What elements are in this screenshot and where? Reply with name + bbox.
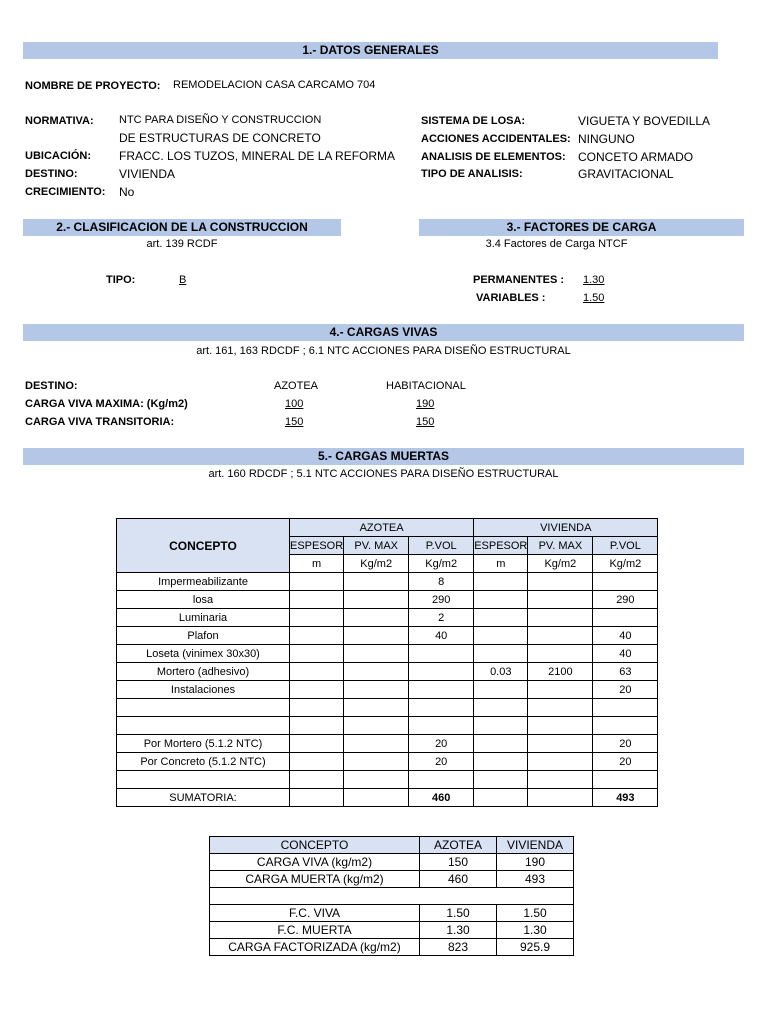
value-cell [344, 573, 409, 591]
table-row [117, 573, 658, 591]
value-cell: 40 [593, 645, 658, 663]
analisis-label: ANALISIS DE ELEMENTOS: [421, 151, 566, 163]
value-cell [474, 573, 528, 591]
value-cell [528, 627, 593, 645]
table-row [210, 905, 574, 922]
value-cell [409, 771, 474, 789]
resumen-vivienda-header: VIVIENDA [497, 837, 574, 854]
value-cell [474, 699, 528, 717]
sub-header: PV. MAX [528, 537, 593, 555]
value-cell [474, 609, 528, 627]
concepto-cell: Luminaria [117, 609, 290, 627]
value-cell [290, 645, 344, 663]
concepto-cell: Loseta (vinimex 30x30) [117, 645, 290, 663]
resumen-value-cell: 493 [497, 871, 574, 888]
value-cell: 2100 [528, 663, 593, 681]
concepto-cell: losa [117, 591, 290, 609]
value-cell: 40 [593, 627, 658, 645]
vivienda-header: VIVIENDA [474, 519, 658, 537]
value-cell [344, 699, 409, 717]
cv-trans-azotea: 150 [285, 416, 304, 428]
acciones-value: NINGUNO [578, 132, 635, 146]
resumen-value-cell: 1.30 [420, 922, 497, 939]
destino-value: VIVIENDA [119, 167, 176, 181]
table-row [210, 854, 574, 871]
table-row [210, 871, 574, 888]
value-cell [474, 771, 528, 789]
sub-header: P.VOL [409, 537, 474, 555]
resumen-value-cell: 1.30 [497, 922, 574, 939]
concepto-cell [117, 771, 290, 789]
value-cell: 20 [593, 753, 658, 771]
permanentes-label: PERMANENTES : [473, 274, 565, 286]
sub-header: ESPESOR [290, 537, 344, 555]
resumen-concepto-header: CONCEPTO [210, 837, 420, 854]
value-cell [290, 771, 344, 789]
sumatoria-vivienda: 493 [593, 789, 658, 807]
table-row [117, 753, 658, 771]
concepto-cell: Mortero (adhesivo) [117, 663, 290, 681]
value-cell [290, 699, 344, 717]
crecimiento-value: No [119, 185, 135, 199]
value-cell [344, 663, 409, 681]
table-row [117, 609, 658, 627]
value-cell [474, 645, 528, 663]
sub-header: P.VOL [593, 537, 658, 555]
value-cell [528, 717, 593, 735]
value-cell [528, 699, 593, 717]
sub-header: PV. MAX [344, 537, 409, 555]
sub-header: ESPESOR [474, 537, 528, 555]
unit-cell: Kg/m2 [409, 555, 474, 573]
ubicacion-label: UBICACIÓN: [25, 150, 91, 162]
permanentes-value: 1.30 [583, 274, 605, 286]
value-cell [528, 753, 593, 771]
section-3-title: 3.- FACTORES DE CARGA [419, 219, 744, 236]
resumen-value-cell: 1.50 [420, 905, 497, 922]
table-row [210, 939, 574, 956]
unit-cell: Kg/m2 [528, 555, 593, 573]
value-cell: 20 [409, 735, 474, 753]
value-cell [344, 771, 409, 789]
value-cell [528, 573, 593, 591]
proyecto-value: REMODELACION CASA CARCAMO 704 [173, 79, 376, 91]
acciones-label: ACCIONES ACCIDENTALES: [421, 133, 571, 145]
concepto-cell: Instalaciones [117, 681, 290, 699]
azotea-header: AZOTEA [290, 519, 474, 537]
cv-trans-label: CARGA VIVA TRANSITORIA: [25, 416, 175, 428]
variables-label: VARIABLES : [476, 292, 546, 304]
value-cell: 20 [593, 735, 658, 753]
table-row [117, 735, 658, 753]
value-cell [528, 681, 593, 699]
destino-label: DESTINO: [25, 168, 78, 180]
value-cell [344, 645, 409, 663]
tipo-value: B [179, 274, 187, 286]
value-cell [344, 717, 409, 735]
resumen-value-cell: 1.50 [497, 905, 574, 922]
value-cell [409, 699, 474, 717]
value-cell: 0.03 [474, 663, 528, 681]
resumen-concepto-cell: CARGA VIVA (kg/m2) [210, 854, 420, 871]
value-cell [344, 627, 409, 645]
value-cell [290, 609, 344, 627]
value-cell [344, 681, 409, 699]
value-cell [474, 681, 528, 699]
resumen-value-cell: 460 [420, 871, 497, 888]
section-5-title: 5.- CARGAS MUERTAS [23, 448, 744, 465]
section-5-ref: art. 160 RDCDF ; 5.1 NTC ACCIONES PARA DISEÑO ESTRUCTURAL [208, 468, 559, 480]
value-cell [344, 591, 409, 609]
table-row [117, 591, 658, 609]
value-cell [593, 699, 658, 717]
resumen-concepto-cell: F.C. VIVA [210, 905, 420, 922]
resumen-value-cell: 150 [420, 854, 497, 871]
value-cell [528, 771, 593, 789]
value-cell [290, 681, 344, 699]
value-cell: 40 [409, 627, 474, 645]
section-4-ref: art. 161, 163 RDCDF ; 6.1 NTC ACCIONES PARA DISEÑO ESTRUCTURAL [196, 345, 571, 357]
sumatoria-azotea: 460 [409, 789, 474, 807]
normativa-label: NORMATIVA: [25, 115, 94, 127]
tipo-analisis-value: GRAVITACIONAL [578, 167, 674, 181]
concepto-cell: Plafon [117, 627, 290, 645]
normativa-value-1: NTC PARA DISEÑO Y CONSTRUCCION [119, 114, 322, 126]
value-cell: 290 [409, 591, 474, 609]
value-cell [593, 717, 658, 735]
sumatoria-label: SUMATORIA: [117, 789, 290, 807]
value-cell [593, 609, 658, 627]
value-cell [290, 573, 344, 591]
value-cell [409, 681, 474, 699]
value-cell [290, 591, 344, 609]
value-cell [593, 573, 658, 591]
value-cell [290, 735, 344, 753]
value-cell [290, 663, 344, 681]
cv-max-habitacional: 190 [416, 398, 435, 410]
cargas-muertas-table [116, 518, 658, 807]
concepto-cell: Impermeabilizante [117, 573, 290, 591]
unit-cell: Kg/m2 [593, 555, 658, 573]
cv-col-habitacional: HABITACIONAL [386, 380, 466, 392]
value-cell: 290 [593, 591, 658, 609]
table-row [117, 699, 658, 717]
section-1-title: 1.- DATOS GENERALES [23, 42, 718, 59]
tipo-label: TIPO: [106, 274, 136, 286]
value-cell [474, 591, 528, 609]
value-cell [528, 609, 593, 627]
value-cell [528, 645, 593, 663]
section-3-ref: 3.4 Factores de Carga NTCF [485, 238, 628, 250]
ubicacion-value: FRACC. LOS TUZOS, MINERAL DE LA REFORMA [119, 149, 396, 163]
cv-max-azotea: 100 [285, 398, 304, 410]
value-cell [344, 753, 409, 771]
value-cell [528, 591, 593, 609]
resumen-value-cell: 925.9 [497, 939, 574, 956]
value-cell: 20 [593, 681, 658, 699]
value-cell: 63 [593, 663, 658, 681]
table-row [117, 681, 658, 699]
table-row [117, 663, 658, 681]
cv-trans-habitacional: 150 [416, 416, 435, 428]
unit-cell: Kg/m2 [344, 555, 409, 573]
concepto-header: CONCEPTO [117, 519, 290, 573]
crecimiento-label: CRECIMIENTO: [25, 186, 106, 198]
resumen-concepto-cell: F.C. MUERTA [210, 922, 420, 939]
section-2-title: 2.- CLASIFICACION DE LA CONSTRUCCION [23, 219, 341, 236]
resumen-concepto-cell: CARGA FACTORIZADA (kg/m2) [210, 939, 420, 956]
value-cell: 20 [409, 753, 474, 771]
table-row [117, 717, 658, 735]
section-2-ref: art. 139 RCDF [146, 238, 218, 250]
table-row [117, 645, 658, 663]
concepto-cell [117, 699, 290, 717]
normativa-value-2: DE ESTRUCTURAS DE CONCRETO [119, 131, 321, 145]
unit-cell: m [290, 555, 344, 573]
analisis-value: CONCETO ARMADO [578, 150, 694, 164]
value-cell [474, 753, 528, 771]
resumen-value-cell: 823 [420, 939, 497, 956]
concepto-cell [117, 717, 290, 735]
concepto-cell: Por Mortero (5.1.2 NTC) [117, 735, 290, 753]
value-cell [409, 645, 474, 663]
proyecto-label: NOMBRE DE PROYECTO: [25, 80, 161, 92]
unit-cell: m [474, 555, 528, 573]
value-cell [474, 627, 528, 645]
value-cell [593, 771, 658, 789]
table-row [117, 771, 658, 789]
sistema-label: SISTEMA DE LOSA: [421, 115, 526, 127]
value-cell [344, 735, 409, 753]
value-cell [290, 627, 344, 645]
resumen-value-cell: 190 [497, 854, 574, 871]
cv-destino-label: DESTINO: [25, 380, 78, 392]
cv-max-label: CARGA VIVA MAXIMA: (Kg/m2) [25, 398, 188, 410]
value-cell [344, 609, 409, 627]
table-row [117, 627, 658, 645]
concepto-cell: Por Concreto (5.1.2 NTC) [117, 753, 290, 771]
tipo-analisis-label: TIPO DE ANALISIS: [421, 168, 523, 180]
value-cell [474, 717, 528, 735]
value-cell [409, 717, 474, 735]
value-cell [528, 735, 593, 753]
value-cell: 8 [409, 573, 474, 591]
value-cell [409, 663, 474, 681]
table-row [210, 922, 574, 939]
value-cell [290, 717, 344, 735]
cv-col-azotea: AZOTEA [274, 380, 319, 392]
value-cell [474, 735, 528, 753]
sistema-value: VIGUETA Y BOVEDILLA [578, 114, 711, 128]
value-cell [290, 753, 344, 771]
resumen-concepto-cell: CARGA MUERTA (kg/m2) [210, 871, 420, 888]
resumen-table [209, 836, 574, 956]
variables-value: 1.50 [583, 292, 605, 304]
value-cell: 2 [409, 609, 474, 627]
resumen-azotea-header: AZOTEA [420, 837, 497, 854]
section-4-title: 4.- CARGAS VIVAS [23, 324, 744, 341]
